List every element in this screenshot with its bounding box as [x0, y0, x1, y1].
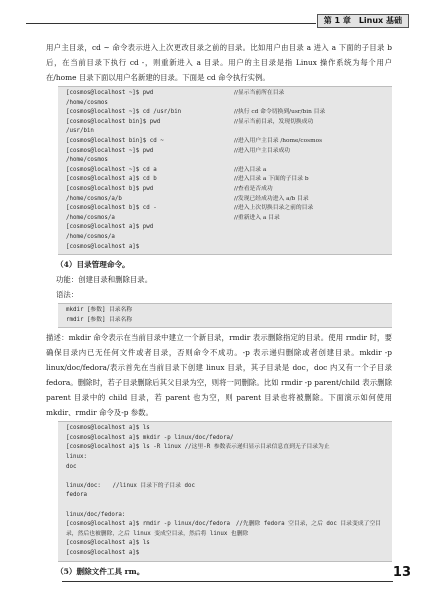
code-line	[66, 549, 392, 559]
code-line	[66, 520, 392, 539]
code-line	[66, 89, 392, 99]
code-command: [cosmos@localhost a]$ pwd	[66, 224, 154, 231]
description-paragraph: 描述：mkdir 命令表示在当前目录中建立一个新目录，rmdir 表示删除指定的目录。使用 rmdir 时，要确保目录内已无任何文件或者目录，否则命令不成功。-p 表示递归删除或者创建目录。mkdir -p linux/doc/fedora/表示首先在当前目录下创建 linux 目录，其子目录是 doc，doc 内又有一个子目录 fedora。删除时，若子目录删除后其父目录为空，则将一同删除。比如 rmdir -p parent/child 表示删除 parent 目录中的 child 目录，若 parent 也为空，则 parent 目录也将被删除。下面演示如何使用 mkdir、rmdir 命令及-p 参数。	[46, 333, 392, 418]
code-comment: //显示当前所在目录	[234, 90, 285, 96]
code-comment: //进入目录 a	[234, 166, 267, 173]
code-line	[66, 223, 392, 233]
code-line	[66, 482, 392, 492]
code-command: [cosmos@localhost ~]$ cd a	[66, 166, 157, 173]
code-line	[66, 99, 392, 109]
code-line	[66, 204, 392, 214]
code-command: /home/cosmos	[66, 157, 108, 164]
code-command: [cosmos@localhost ~]$ pwd	[66, 147, 154, 154]
function-line: 功能：创建目录和删除目录。	[56, 275, 153, 285]
code-command: linux/doc: //linux 目录下的子目录 doc	[66, 482, 195, 489]
code-command: fedora	[66, 492, 87, 499]
code-line	[66, 166, 392, 176]
code-command: /home/cosmos/a	[66, 214, 115, 221]
section-5-heading: （5）删除文件工具 rm。	[56, 566, 145, 576]
code-command: [cosmos@localhost ~]$ pwd	[66, 90, 154, 96]
code-command: [cosmos@localhost a]$ ls	[66, 540, 150, 547]
code-command: /home/cosmos/a/b	[66, 195, 122, 202]
code-command	[66, 472, 234, 482]
mkdir-rmdir-example-code-block	[58, 421, 392, 561]
code-command	[66, 501, 234, 511]
code-command: [cosmos@localhost a]$	[66, 550, 140, 556]
code-line	[66, 214, 392, 224]
code-line	[66, 501, 392, 511]
code-command: /home/cosmos	[66, 99, 108, 106]
code-line	[66, 175, 392, 185]
code-line	[66, 185, 392, 195]
code-line	[66, 443, 392, 453]
code-command: [cosmos@localhost b]$ cd -	[66, 205, 157, 212]
code-line	[66, 472, 392, 482]
code-line	[66, 137, 392, 147]
code-comment: //查看是否成功	[234, 185, 273, 192]
chapter-label: 第 1 章 Linux 基础	[317, 14, 409, 28]
code-command: [cosmos@localhost a]$ ls	[66, 425, 150, 432]
syntax-line-mkdir: mkdir [参数] 目录名称	[66, 307, 133, 314]
code-command: /home/cosmos/a	[66, 233, 115, 240]
code-comment: //发现已经成功进入 a/b 目录	[234, 195, 309, 202]
code-line	[66, 243, 392, 253]
section-4-heading: （4）目录管理命令。	[56, 260, 130, 270]
code-command: [cosmos@localhost a]$ ls -R linux //这里-R 参数表示递归显示目录信息直到无子目录为止	[66, 444, 330, 451]
page-body	[46, 40, 392, 579]
code-command: doc	[66, 463, 77, 470]
code-line	[66, 147, 392, 157]
code-comment: //进入目录 a 下面的子目录 b	[234, 176, 309, 183]
code-command: /usr/bin	[66, 128, 94, 135]
code-command: [cosmos@localhost a]$	[66, 243, 140, 250]
code-comment: //显示当前目录，发现切换成功	[234, 118, 314, 125]
code-line	[66, 491, 392, 501]
syntax-code-block	[58, 303, 392, 328]
running-header	[0, 12, 427, 26]
footer-rule	[62, 581, 393, 582]
code-command: [cosmos@localhost bin]$ cd ~	[66, 137, 164, 144]
page-number: 13	[392, 565, 411, 580]
code-command: [cosmos@localhost a]$ cd b	[66, 176, 157, 183]
code-command: linux:	[66, 454, 87, 461]
code-command: [cosmos@localhost b]$ pwd	[66, 185, 154, 192]
code-comment: //重新进入 a 目录	[234, 214, 280, 221]
code-line	[66, 463, 392, 473]
code-line	[66, 511, 392, 521]
code-line	[66, 127, 392, 137]
code-command: [cosmos@localhost a]$ rmdir -p linux/doc/fedora //先删除 fedora 空目录，之后 doc 目录变成了空目录，然后也被删除，之后 linux 变成空目录，然后将 linux 也删除	[66, 521, 381, 537]
code-line	[66, 539, 392, 549]
code-line	[66, 453, 392, 463]
code-line	[66, 233, 392, 243]
code-comment: //进入用户主目录成功	[234, 147, 291, 154]
code-comment: //进入用户主目录 /home/cosmos	[234, 137, 323, 144]
code-line	[66, 118, 392, 128]
cd-example-code-block	[58, 86, 392, 255]
code-line	[66, 434, 392, 444]
syntax-line-rmdir: rmdir [参数] 目录名称	[66, 316, 133, 323]
intro-paragraph: 用户主目录，cd ~ 命令表示进入上次更改目录之前的目录。比如用户由目录 a 进入 a 下面的子目录 b 后，在当前目录下执行 cd -，则重新进入 a 目录。用户的主目录是指 Linux 操作系统为每个用户在/home 目录下面以用户名新建的目录。下面是 cd 命令执行实例。	[46, 43, 392, 82]
code-comment: //进入上次切换目录之前的目录	[234, 205, 314, 212]
syntax-label: 语法：	[56, 290, 79, 300]
code-command: [cosmos@localhost ~]$ cd /usr/bin	[66, 109, 182, 116]
header-rule	[26, 23, 316, 24]
code-command: [cosmos@localhost bin]$ pwd	[66, 118, 161, 125]
code-command: linux/doc/fedora:	[66, 511, 126, 518]
code-line	[66, 424, 392, 434]
code-line	[66, 156, 392, 166]
code-comment: //执行 cd 命令切换到/usr/bin 目录	[234, 109, 326, 116]
code-line	[66, 195, 392, 205]
code-command: [cosmos@localhost a]$ mkdir -p linux/doc/fedora/	[66, 434, 234, 441]
code-line	[66, 108, 392, 118]
